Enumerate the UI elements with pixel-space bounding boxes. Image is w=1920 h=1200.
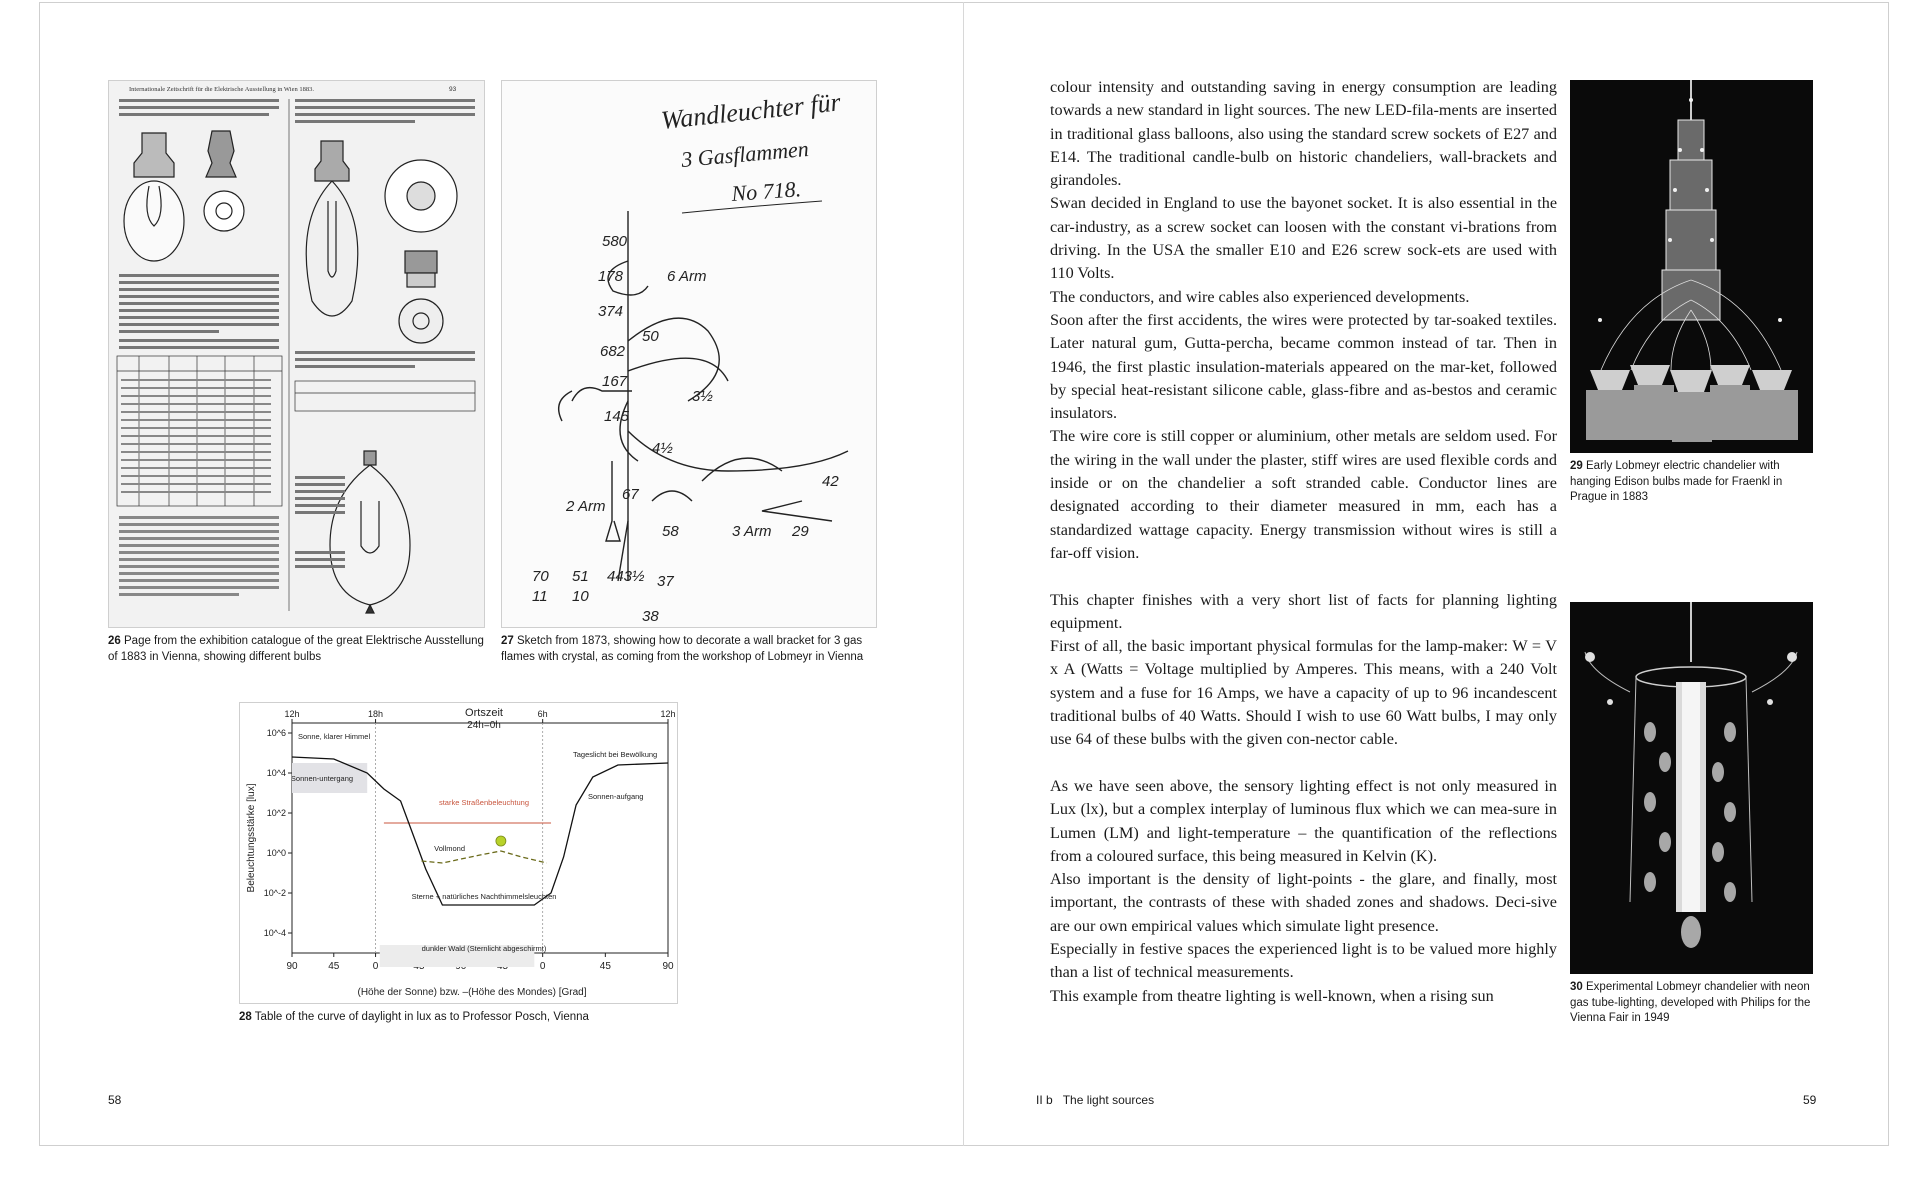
chart-annotation: dunkler Wald (Sternlicht abgeschirmt) [421,944,547,953]
chart-annotation: Sonnen-aufgang [588,792,644,801]
body-paragraph: Also important is the density of light-points - the glare, and finally, most important, the contrasts of these with shaded zones and shadows. Deci-sive are our own empirical values which simulate light presence. [1050,870,1557,935]
sketch-title-line1: Wandleuchter für [659,87,842,135]
svg-text:67: 67 [622,486,639,503]
fig26-caption [108,634,486,665]
chart-annotation: starke Straßenbeleuchtung [438,798,530,807]
fig30-caption [1570,980,1820,1027]
fig28-daylight-chart [239,702,678,1004]
svg-text:580: 580 [602,233,628,250]
wall-bracket-sketch [502,81,877,628]
x-tick-label: 90 [286,961,298,972]
body-paragraph: Especially in festive spaces the experienced light is to be valued more highly than a list of technical measurements. [1050,939,1557,982]
catalogue-page-number: 93 [449,86,457,93]
body-paragraph: This example from theatre lighting is well-known, when a rising sun [1050,986,1494,1005]
y-tick-label: 10^-4 [263,928,286,938]
right-page-number: 59 [1803,1093,1817,1107]
x-tick-label: 0 [372,961,379,972]
chart-annotation: Tageslicht bei Bewölkung [573,750,658,759]
chart-annotation: Sonnen-untergang [290,774,354,783]
body-paragraph: First of all, the basic important physical formulas for the lamp-maker: W = V x A (Watts = Voltage multiplied by Amperes. This means, with a 240 Volt system and a fuse for 16 Amps, we have a capacity of up to 96 incandescent traditional bulbs of 40 Watts. Should I wish to use 60 Watt bulbs, I may only use 64 of these bulbs with the given con-nector cable. [1050,637,1557,749]
svg-text:10: 10 [572,588,589,605]
fig28-caption [239,1010,699,1026]
fig29-chandelier-photo [1570,80,1813,453]
svg-text:3½: 3½ [692,388,713,405]
y-tick-label: 10^-2 [263,888,286,898]
fig27-caption-text: Sketch from 1873, showing how to decorate a wall bracket for 3 gas flames with crystal, as coming from the workshop of Lobmeyr in Vienna [501,635,864,663]
svg-text:51: 51 [572,568,589,585]
body-paragraph: This chapter finishes with a very short list of facts for planning lighting equipment. [1050,590,1557,632]
body-paragraph: Swan decided in England to use the bayonet socket. It is also essential in the car-industry, as a screw socket can loosen with the constant vi-brations from driving. In the USA the smaller E10 and E26 screw sock-ets are used with 110 Volts. [1050,194,1557,283]
daylight-curve-chart [240,703,678,1004]
x-tick-label: 0 [539,961,546,972]
book-spine [963,2,964,1146]
svg-text:29: 29 [792,523,809,540]
svg-text:167: 167 [602,373,628,390]
svg-text:2 Arm: 2 Arm [566,498,606,515]
x-tick-label: 90 [662,961,674,972]
fig27-number: 27 [501,635,514,647]
y-tick-label: 10^2 [266,808,286,818]
chart-annotation: Sterne + natürliches Nachthimmelsleuchten [411,892,557,901]
svg-text:38: 38 [642,608,659,625]
fig30-caption-text: Experimental Lobmeyr chandelier with neon gas tube-lighting, developed with Philips for the Vienna Fair in 1949 [1570,981,1811,1024]
top-tick-label: 12h [660,709,676,719]
fig29-caption [1570,459,1820,506]
body-paragraph: colour intensity and outstanding saving in energy consumption are leading towards a new standard in light sources. The new LED-fila-ments are inserted in traditional glass balloons, also using the standard screw sockets of E27 and E14. The traditional candle-bulb on historic chandeliers, wall-brackets and girandoles. [1050,78,1557,190]
y-tick-label: 10^4 [266,768,286,778]
body-paragraph: Soon after the first accidents, the wires were protected by tar-soaked textiles. Later natural gum, Gutta-percha, became common instead of tar. Then in 1946, the first plastic insulation-materials appeared on the mar-ket, followed by special heat-resistant silicone cable, glass-fibre and as-bestos and ceramic insulators. [1050,310,1557,423]
chart-x-axis-label: (Höhe der Sonne) bzw. –(Höhe des Mondes) [Grad] [357,987,587,998]
neon-tube-chandelier [1570,602,1813,974]
x-tick-label: 45 [599,961,611,972]
svg-text:4½: 4½ [652,440,673,457]
running-head-title: The light sources [1062,1093,1155,1107]
edison-bulb-chandelier [1570,80,1813,453]
fig30-number: 30 [1570,981,1583,993]
full-moon-marker [496,836,506,846]
running-head [1036,1093,1154,1107]
svg-text:443½: 443½ [607,568,645,585]
top-tick-label: 12h [284,709,300,719]
chart-y-axis-label: Beleuchtungsstärke [lux] [246,783,257,893]
paragraph-gap [1050,565,1557,588]
svg-text:11: 11 [532,588,548,605]
fig28-caption-text: Table of the curve of daylight in lux as to Professor Posch, Vienna [254,1011,589,1023]
sketch-title-line3: No 718. [730,176,802,206]
svg-text:178: 178 [598,268,624,285]
chart-annotation: Vollmond [434,844,465,853]
top-tick-label: 18h [368,709,384,719]
paragraph-gap [1050,752,1557,775]
body-paragraph: The wire core is still copper or aluminium, other metals are seldom used. For the wiring in the wall under the plaster, stiff wires are used flexible cords and inside or on the chandelier a soft stranded cable. Conductor lines are designated according to their diameter measured in mm, each has a standardized wattage capacity. Energy transmission without wires is still a far-off vision. [1050,427,1557,562]
chart-midnight-label: 24h=0h [467,720,501,731]
fig29-caption-text: Early Lobmeyr electric chandelier with hanging Edison bulbs made for Fraenkl in Prague in 1883 [1570,460,1783,503]
svg-text:37: 37 [657,573,674,590]
left-page-number: 58 [108,1093,122,1107]
catalogue-header: Internationale Zeitschrift für die Elektrische Ausstellung in Wien 1883. [129,86,314,93]
body-text-column [1050,76,1557,1008]
svg-text:50: 50 [642,328,659,345]
svg-text:70: 70 [532,568,549,585]
fig27-caption [501,634,881,665]
svg-text:6 Arm: 6 Arm [667,268,707,285]
svg-text:58: 58 [662,523,679,540]
svg-text:3 Arm: 3 Arm [732,523,772,540]
svg-text:42: 42 [822,473,839,490]
fig30-chandelier-photo [1570,602,1813,974]
sketch-title-line2: 3 Gasflammen [680,135,810,172]
fig28-number: 28 [239,1011,252,1023]
svg-text:682: 682 [600,343,626,360]
fig26-caption-text: Page from the exhibition catalogue of the great Elektrische Ausstellung of 1883 in Vienna, showing different bulbs [108,635,484,663]
fig27-sketch-image [501,80,877,628]
svg-text:145: 145 [604,408,630,425]
top-tick-label: 6h [537,709,548,719]
catalogue-page-drawing [109,81,485,628]
y-tick-label: 10^6 [266,728,286,738]
fig29-number: 29 [1570,460,1583,472]
fig26-number: 26 [108,635,121,647]
y-tick-label: 10^0 [266,848,286,858]
chart-title: Ortszeit [465,707,503,719]
body-paragraph: As we have seen above, the sensory lighting effect is not only measured in Lux (lx), but a complex interplay of luminous flux which we can mea-sure in Lumen (LM) and light-temperature – the quantification of the reflections from a coloured surface, this being measured in Kelvin (K). [1050,776,1557,865]
x-tick-label: 45 [328,961,340,972]
svg-text:374: 374 [598,303,624,320]
fig26-catalogue-page-image [108,80,485,628]
chart-annotation: Sonne, klarer Himmel [298,732,371,741]
running-head-section: II b [1036,1093,1053,1107]
body-paragraph: The conductors, and wire cables also experienced developments. [1050,287,1470,306]
